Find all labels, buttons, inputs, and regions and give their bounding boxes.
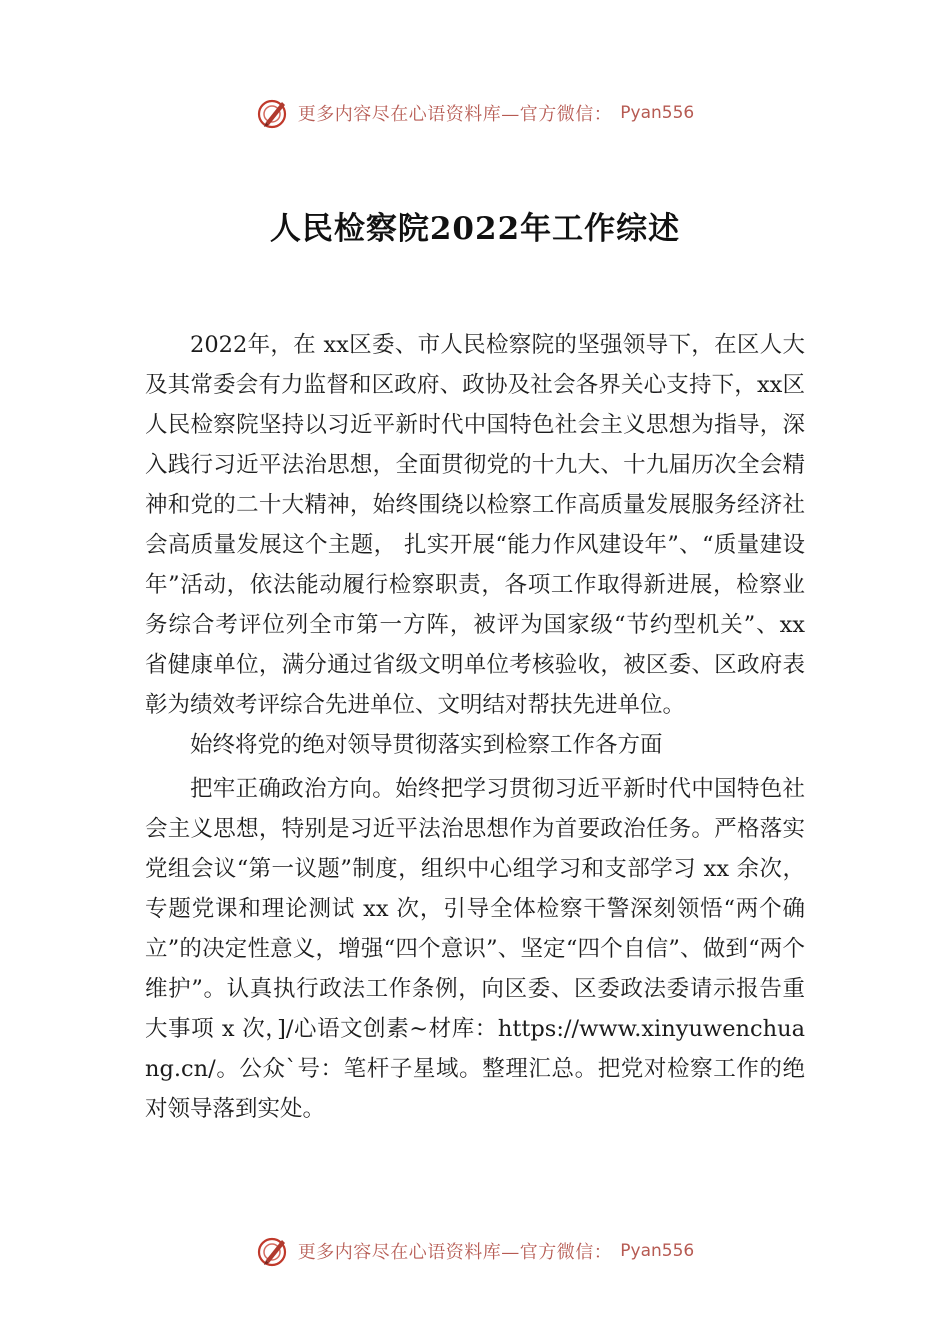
- paragraph-intro: 2022年，在 xx区委、市人民检察院的坚强领导下，在区人大及其常委会有力监督和区政府、政协及社会各界关心支持下，xx区人民检察院坚持以习近平新时代中国特色社会主义思想为指导，深入践行习近平法治思想，全面贯彻党的十九大、十九届历次全会精神和党的二十大精神，始终围绕以检察工作高质量发展服务经济社会高质量发展这个主题， 扎实开展“能力作风建设年”、“质量建设年”活动，依法能动履行检察职责，各项工作取得新进展，检察业务综合考评位列全市第一方阵，被评为国家级“节约型机关”、xx 省健康单位，满分通过省级文明单位考核验收，被区委、区政府表彰为绩效考评综合先进单位、文明结对帮扶先进单位。: [145, 332, 805, 718]
- section-heading: 始终将党的绝对领导贯彻落实到检察工作各方面: [190, 732, 663, 758]
- pen-logo-icon: [256, 1234, 290, 1268]
- paragraph-political-direction: 把牢正确政治方向。始终把学习贯彻习近平新时代中国特色社会主义思想，特别是习近平法治思想作为首要政治任务。严格落实党组会议“第一议题”制度，组织中心组学习和支部学习 xx 余次，专题党课和理论测试 xx 次，引导全体检察干警深刻领悟“两个确立”的决定性意义，增强“四个意识”、坚定“四个自信”、做到“两个维护”。认真执行政法工作条例，向区委、区委政法委请示报告重大事项 x 次，]/心语文创素~材库：https://www.xinyuwenchuang.cn/。公众`号：笔杆子星域。整理汇总。把党对检察工作的绝对领导落到实处。: [145, 776, 805, 1122]
- watermark-wechat-id: Pyan556: [620, 103, 695, 123]
- pen-logo-icon: [256, 96, 290, 130]
- document-title: 人民检察院2022年工作综述: [269, 211, 681, 247]
- watermark-text: 更多内容尽在心语资料库—官方微信：: [297, 104, 613, 125]
- watermark-text: 更多内容尽在心语资料库—官方微信：: [297, 1242, 613, 1263]
- footer-watermark: [0, 1234, 950, 1268]
- document-body: [145, 325, 805, 1129]
- watermark-wechat-id: Pyan556: [620, 1241, 695, 1261]
- header-watermark: [0, 96, 950, 130]
